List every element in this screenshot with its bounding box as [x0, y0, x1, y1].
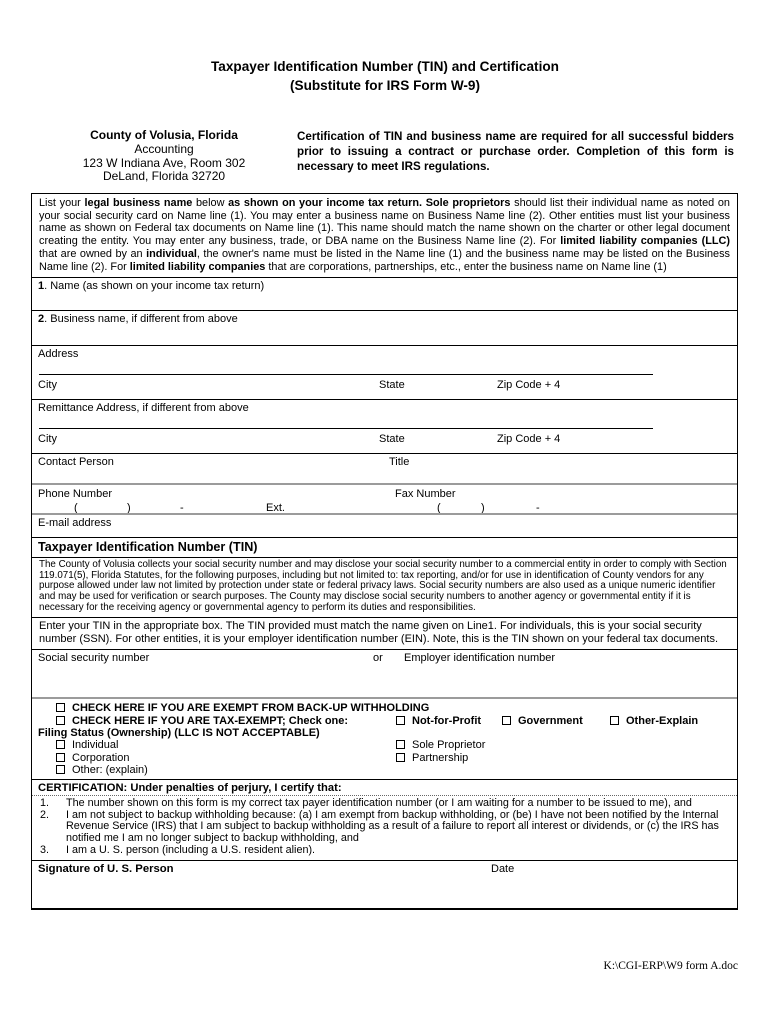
agency-street: 123 W Indiana Ave, Room 302 [82, 155, 246, 170]
address-label: Address [38, 348, 79, 361]
remittance-city-line [38, 433, 731, 448]
cert-item-number: 1. [40, 796, 50, 809]
ssn-input-area[interactable] [38, 667, 338, 693]
form-title-line2: (Substitute for IRS Form W-9) [289, 78, 481, 93]
phone-fax-row [32, 483, 737, 513]
cert-item-text: I am a U. S. person (including a U.S. resident alien). [66, 844, 316, 857]
filing-status-line [38, 727, 731, 739]
form-title [0, 57, 770, 95]
checkbox-not-for-profit[interactable] [396, 716, 405, 725]
checkbox-individual[interactable] [56, 740, 65, 749]
ssn-ein-row [32, 649, 737, 697]
name-field-number: 1 [38, 280, 45, 293]
intro-seg: that are owned by an [39, 247, 147, 260]
other-explain-line [38, 764, 731, 776]
signature-label: Signature of U. S. Person [38, 863, 174, 876]
intro-seg: legal business name [84, 197, 193, 209]
checkbox-backup-withholding-exempt[interactable] [56, 703, 65, 712]
name-field-label: . Name (as shown on your income tax return) [44, 280, 265, 293]
date-label: Date [491, 863, 515, 876]
city-label: City [38, 379, 57, 392]
address-city-line [38, 379, 731, 394]
checkbox-corporation[interactable] [56, 753, 65, 762]
address-row [32, 345, 737, 399]
remittance-writing-line[interactable] [39, 428, 653, 429]
tin-instructions-paragraph: Enter your TIN in the appropriate box. The TIN provided must match the name given on Line1. For individuals, this is your social security number (SSN). For other entities, it is your employer identification number (EIN). Note, this is the TIN shown on your federal tax documents. [32, 617, 737, 649]
cert-item-number: 3. [40, 844, 50, 857]
other-explain-label: Other-Explain [626, 714, 699, 727]
intro-seg: individual [146, 247, 197, 260]
ssn-privacy-paragraph: The County of Volusia collects your social security number and may disclose your social security number to a commercial entity in order to comply with Section 119.071(5), Florida Statutes, for the following purposes, including but not limited to: tax reporting, and/or for use in identification of County vendors for any purpose allowed under law not limited by protection under state or federal privacy laws. Social security numbers are also used as a unique numeric identifier and may be used for verification or search purposes. The County may disclose social security numbers to another agency or governmental entity if it is necessary for the receiving agency or governmental agency to perform its duties and responsibilities. [32, 557, 737, 617]
partnership-label: Partnership [412, 751, 469, 764]
intro-seg: that are corporations, partnerships, etc., enter the business name on Name line (1) [265, 260, 667, 273]
business-field-number: 2 [38, 313, 45, 326]
phone-number-label: Phone Number [38, 488, 112, 501]
checkbox-partnership[interactable] [396, 753, 405, 762]
corporation-partnership-line [38, 752, 731, 764]
name-row [32, 277, 737, 310]
agency-citystate: DeLand, Florida 32720 [102, 169, 226, 184]
contact-input-area[interactable] [38, 469, 728, 482]
ein-input-area[interactable] [404, 667, 704, 693]
phone-paren-close: ) [127, 502, 131, 515]
signature-row [32, 860, 737, 908]
state-label: State [379, 379, 405, 392]
remittance-address-row [32, 399, 737, 453]
ein-label: Employer identification number [404, 652, 556, 665]
cert-item-number: 2. [40, 808, 50, 821]
phone-paren-open: ( [74, 502, 78, 515]
certification-notice: Certification of TIN and business name are required for all successful bidders prior to issuing a contract or purchase order. Completion of this form is necessary to meet IRS regulations. [297, 130, 734, 173]
contact-person-label: Contact Person [38, 456, 114, 469]
name-input-area[interactable] [38, 294, 728, 309]
sole-proprietor-label: Sole Proprietor [412, 739, 486, 752]
cert-item-text: The number shown on this form is my correct tax payer identification number (or I am waiting for a number to be issued to me), and [66, 796, 692, 809]
business-field-label: . Business name, if different from above [44, 313, 238, 326]
date-input-area[interactable] [491, 877, 721, 905]
checkbox-tax-exempt[interactable] [56, 716, 65, 725]
intro-seg: as shown on your income tax return. Sole proprietors [228, 197, 511, 209]
business-input-area[interactable] [38, 327, 728, 342]
email-label: E-mail address [38, 517, 112, 530]
contact-person-row [32, 453, 737, 483]
phone-fax-labels [38, 488, 731, 501]
signature-input-area[interactable] [38, 877, 468, 905]
government-label: Government [518, 714, 583, 727]
phone-ext-label: Ext. [266, 502, 285, 515]
intro-seg: List your [39, 197, 85, 209]
form-title-line1: Taxpayer Identification Number (TIN) and Certification [211, 59, 559, 74]
agency-name: County of Volusia, Florida [90, 128, 238, 142]
cert-item-text: I am not subject to backup withholding because: (a) I am exempt from backup withholding, or (be) I have not been notified by the Internal Revenue Service (IRS) that I am subject to backup withholding as a result of a failure to report all interest or dividends, or (c) the IRS has notified me I am no longer subject to backup withholding, and [66, 808, 719, 845]
individual-sole-line [38, 739, 731, 751]
state-label: State [379, 433, 405, 446]
other-label: Other: (explain) [72, 764, 148, 777]
remittance-address-label: Remittance Address, if different from above [38, 402, 249, 415]
form-header [31, 127, 738, 189]
fax-paren-open: ( [437, 502, 441, 515]
footer-file-path: K:\CGI-ERP\W9 form A.doc [603, 960, 738, 972]
business-name-row [32, 310, 737, 345]
agency-dept: Accounting [134, 141, 194, 156]
zip-label: Zip Code + 4 [497, 379, 561, 392]
cert-item-2 [38, 810, 731, 846]
zip-label: Zip Code + 4 [497, 433, 561, 446]
title-label: Title [389, 456, 410, 469]
backup-withholding-label: CHECK HERE IF YOU ARE EXEMPT FROM BACK-UP WITHHOLDING [72, 702, 430, 715]
intro-seg: should list their individual name as noted on your social security card on Name line (1). You may enter a business name on Business Name line (2). Other entities must list your business name as shown on Federal tax documents on Name line (1). This name should match the name shown on the charter or other legal document creating the entity. You may enter any business, trade, or DBA name on the Business Name line (2). For [39, 197, 730, 248]
phone-dash: - [180, 502, 184, 515]
tin-section-header: Taxpayer Identification Number (TIN) [32, 537, 737, 557]
tax-exempt-line [38, 715, 731, 727]
exemption-filing-status-section [32, 697, 737, 778]
intro-paragraph [32, 194, 737, 277]
backup-withholding-line [38, 702, 731, 714]
not-for-profit-label: Not-for-Profit [412, 714, 482, 727]
email-row [32, 513, 737, 537]
fax-dash: - [536, 502, 540, 515]
checkbox-government[interactable] [502, 716, 511, 725]
checkbox-sole-proprietor[interactable] [396, 740, 405, 749]
individual-label: Individual [72, 739, 119, 752]
intro-seg: limited liability companies (LLC) [560, 235, 731, 248]
form-table [31, 193, 738, 910]
email-input-area[interactable] [142, 517, 722, 535]
corporation-label: Corporation [72, 751, 130, 764]
intro-seg: below [192, 197, 229, 209]
address-writing-line[interactable] [39, 374, 653, 375]
cert-item-3 [38, 845, 731, 857]
intro-seg: , the owner's name must be listed in the Name line (1) and the business name may be listed on the Business Name line (2). For [39, 247, 730, 273]
tax-exempt-label: CHECK HERE IF YOU ARE TAX-EXEMPT; Check one: [72, 714, 349, 727]
fax-paren-close: ) [481, 502, 485, 515]
ssn-label: Social security number [38, 652, 150, 665]
city-label: City [38, 433, 57, 446]
intro-seg: limited liability companies [129, 260, 266, 273]
fax-number-label: Fax Number [395, 488, 456, 501]
or-label: or [373, 652, 383, 665]
certification-list [32, 795, 737, 861]
agency-block [59, 129, 269, 184]
checkbox-other[interactable] [56, 765, 65, 774]
checkbox-other-explain[interactable] [610, 716, 619, 725]
filing-status-label: Filing Status (Ownership) (LLC IS NOT ACCEPTABLE) [38, 727, 320, 739]
certification-header: CERTIFICATION: Under penalties of perjury, I certify that: [32, 779, 737, 795]
